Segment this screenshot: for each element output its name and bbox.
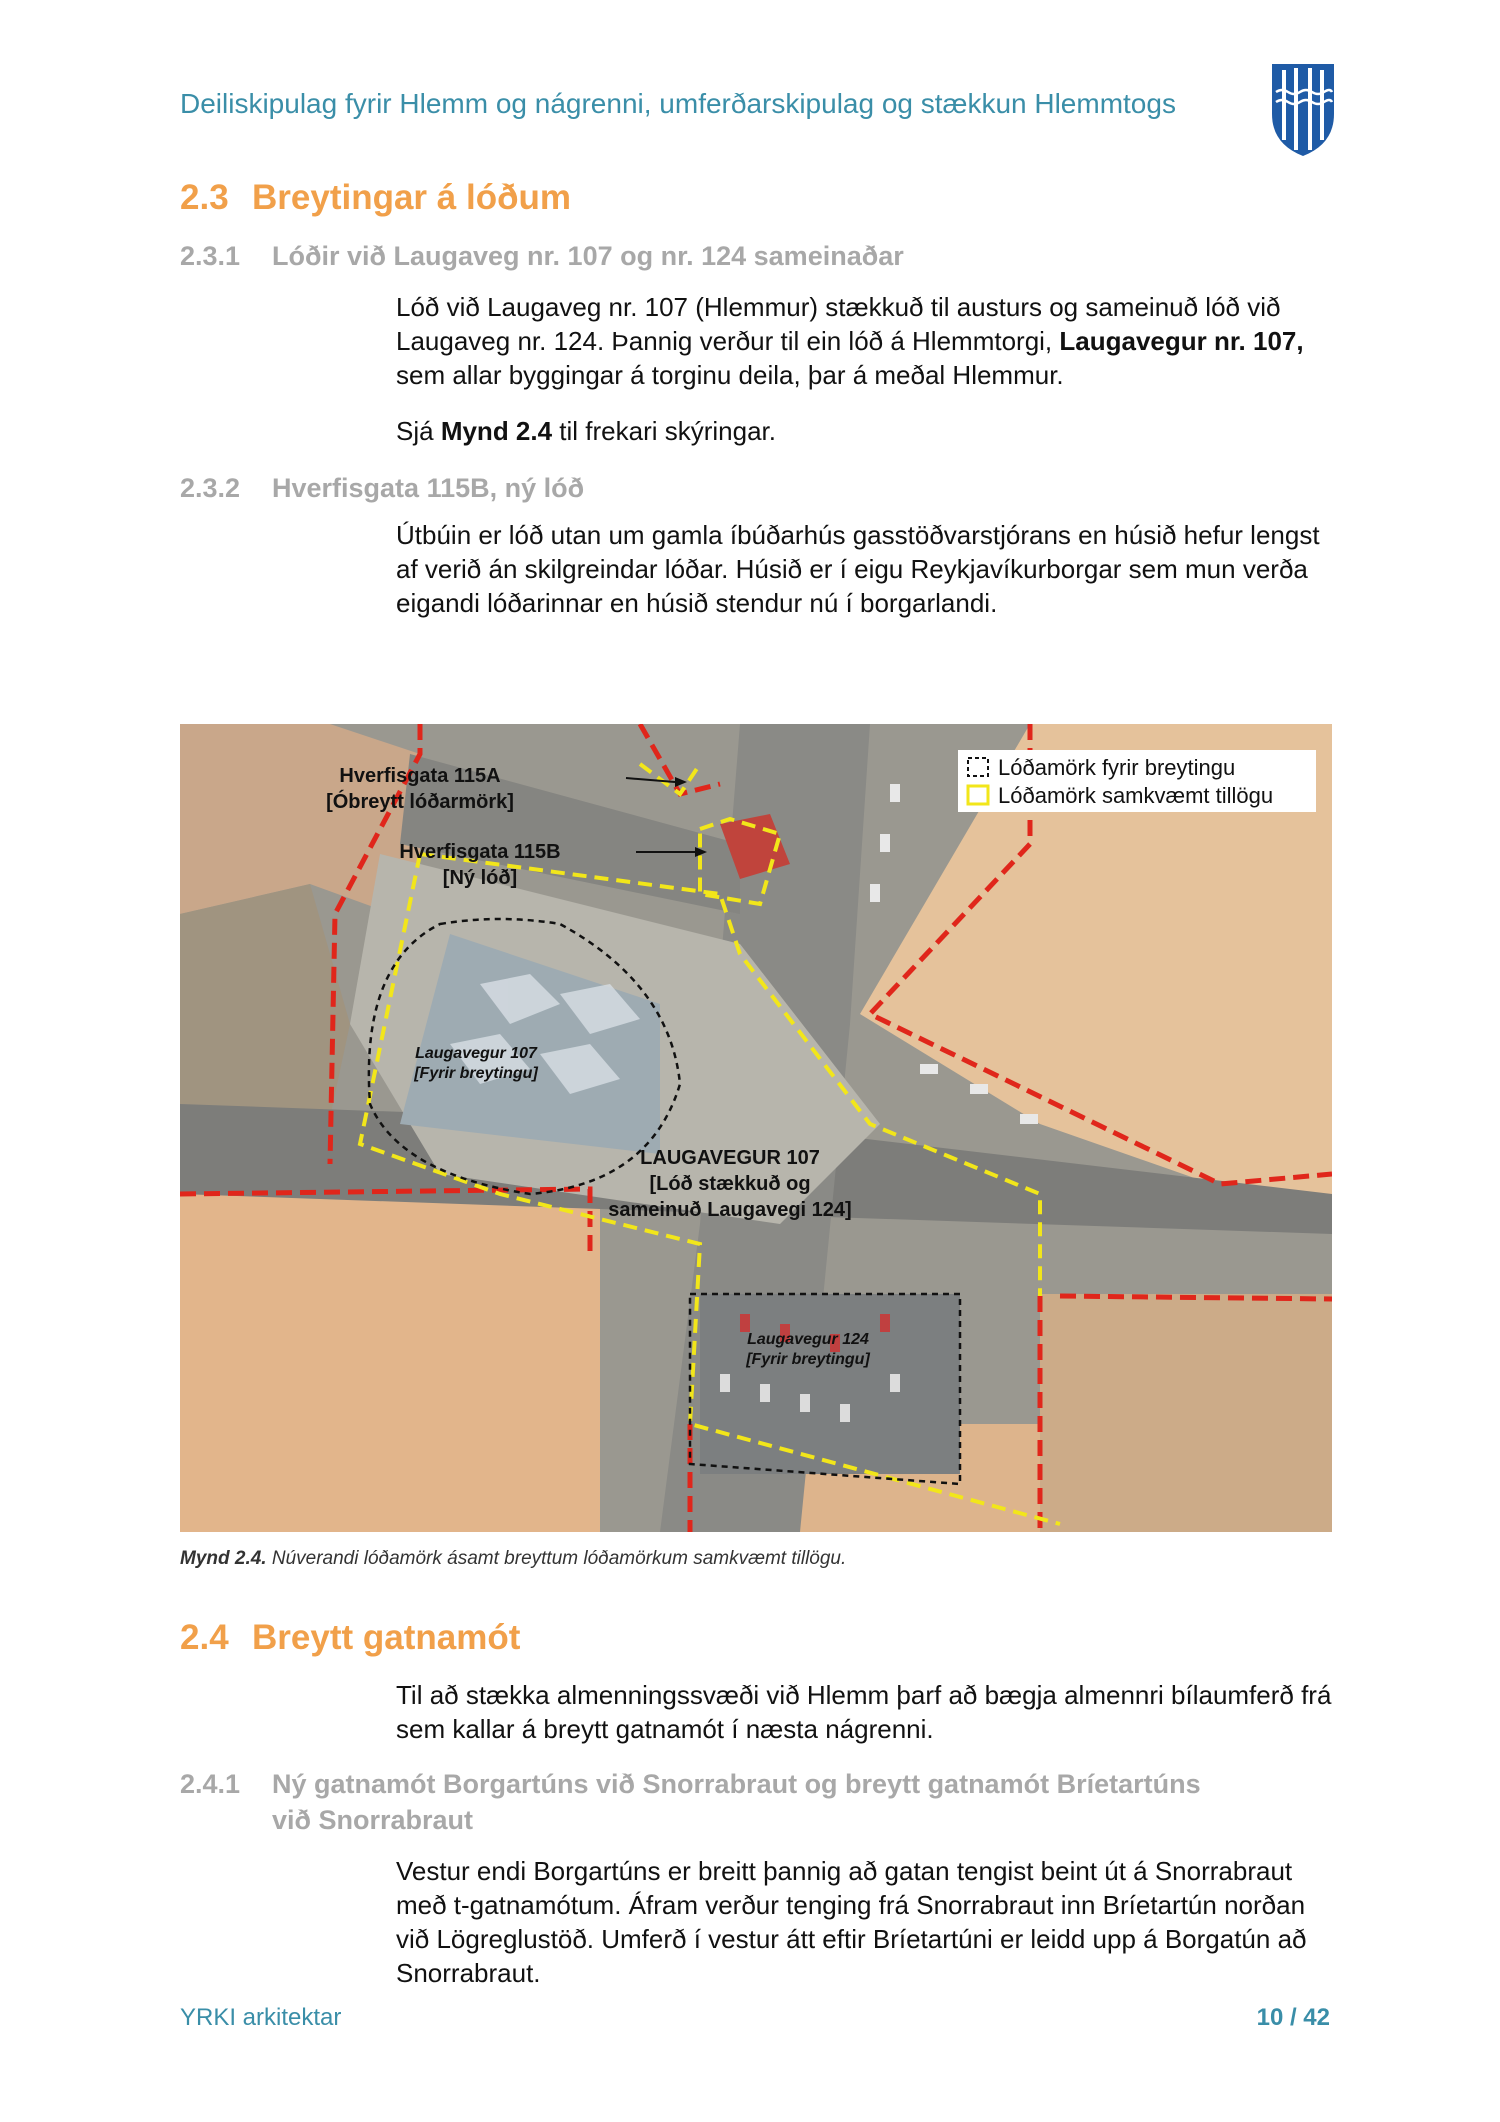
section-2-3-2-heading: 2.3.2 Hverfisgata 115B, ný lóð (180, 473, 585, 503)
map-svg (180, 724, 1332, 1532)
map-parking-lot-124 (700, 1294, 960, 1474)
label-115b-line1: Hverfisgata 115B (399, 841, 561, 863)
map-legend (958, 750, 1316, 812)
label-124-line1: Laugavegur 124 (747, 1331, 869, 1348)
label-107-old-line1: Laugavegur 107 (415, 1045, 537, 1062)
section-2-4-paragraph: Til að stækka almenningssvæði við Hlemm þarf að bægja almennri bílaumferð frá sem kallar á breytt gatnamót í næsta nágrenni. (396, 1680, 1332, 1744)
section-2-4-1-heading: 2.4.1 Ný gatnamót Borgartúns við Snorrabraut og breytt gatnamót Bríetartúns við Snorrabraut (180, 1769, 1201, 1835)
footer-page-number: 10 / 42 (1256, 2004, 1330, 2031)
reykjavik-coat-of-arms-icon (1270, 62, 1336, 158)
section-2-3-heading: 2.3 Breytingar á lóðum (180, 178, 571, 217)
label-124-line2: [Fyrir breytingu] (746, 1351, 870, 1368)
legend-after-label: Lóðamörk samkvæmt tillögu (998, 783, 1274, 808)
label-107-new-line1: LAUGAVEGUR 107 (640, 1147, 820, 1169)
section-2-4-heading: 2.4 Breytt gatnamót (180, 1618, 521, 1657)
label-115a-line1: Hverfisgata 115A (339, 765, 501, 787)
figure-caption: Mynd 2.4. Núverandi lóðamörk ásamt breyttum lóðamörkum samkvæmt tillögu. (180, 1548, 847, 1569)
section-2-3-2-paragraph: Útbúin er lóð utan um gamla íbúðarhús gasstöðvarstjórans en húsið hefur lengst af verið án skilgreindar lóðar. Húsið er í eigu Reykjavíkurborgar sem mun verða eigandi lóðarinnar en húsið stendur nú í borgarlandi. (396, 520, 1320, 618)
label-115b-line2: [Ný lóð] (442, 867, 518, 889)
plot-boundary-map-figure (180, 724, 1332, 1532)
section-2-3-1-paragraph-2: Sjá Mynd 2.4 til frekari skýringar. (396, 416, 777, 446)
section-2-4-1-paragraph: Vestur endi Borgartúns er breitt þannig að gatan tengist beint út á Snorrabraut með t-gatnamótum. Áfram verður tenging frá Snorrabraut inn Bríetartún norðan við Lögreglustöð. Umferð í vestur átt eftir Bríetartúni er leidd upp á Borgatún að Snorrabraut. (396, 1856, 1307, 1988)
document-header-title: Deiliskipulag fyrir Hlemm og nágrenni, umferðarskipulag og stækkun Hlemmtogs (180, 88, 1176, 119)
label-107-new-line3: sameinuð Laugavegi 124] (608, 1199, 852, 1221)
footer-company: YRKI arkitektar (180, 2004, 342, 2031)
map-block-southeast (1040, 1294, 1332, 1532)
section-2-3-1-heading: 2.3.1 Lóðir við Laugaveg nr. 107 og nr. 124 sameinaðar (180, 241, 904, 271)
map-block-southwest (180, 1194, 600, 1532)
label-107-old-line2: [Fyrir breytingu] (414, 1065, 538, 1082)
label-107-new-line2: [Lóð stækkuð og (649, 1173, 811, 1195)
legend-before-label: Lóðamörk fyrir breytingu (998, 755, 1236, 780)
section-2-3-1-paragraph-1: Lóð við Laugaveg nr. 107 (Hlemmur) stækkuð til austurs og sameinuð lóð við Laugaveg nr. 124. Þannig verður til ein lóð á Hlemmtorgi, Laugavegur nr. 107, sem allar byggingar á torginu deila, þar á meðal Hlemmur. (396, 292, 1304, 390)
label-115a-line2: [Óbreytt lóðarmörk] (326, 791, 514, 813)
